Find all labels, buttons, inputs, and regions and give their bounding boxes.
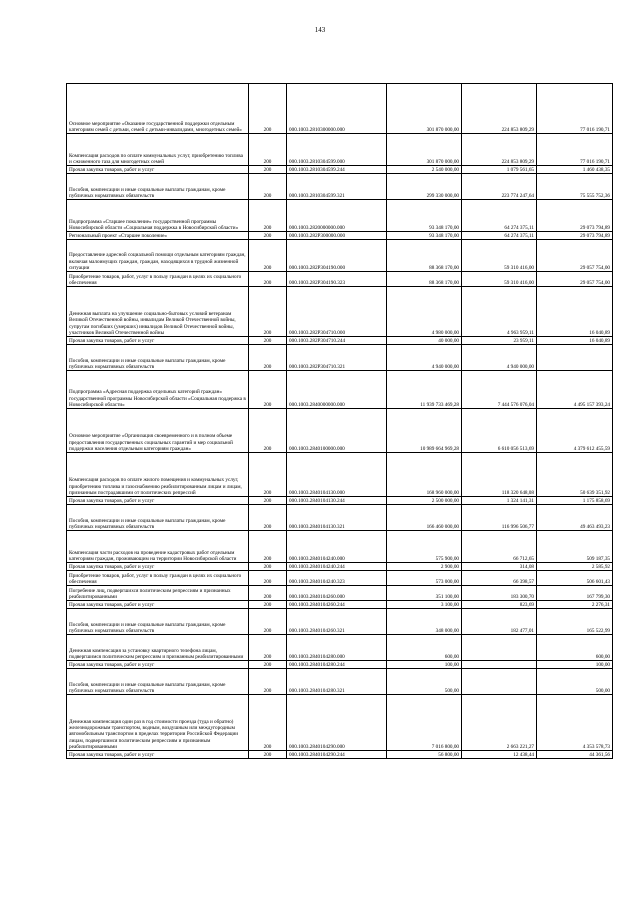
row-kbk-cell: 000.1003.2840104130.000 (287, 453, 387, 497)
row-code-cell: 200 (249, 337, 287, 345)
row-name-cell: Пособия, компенсации и иные социальные выплаты гражданам, кроме публичных нормативных обязательств (67, 174, 249, 200)
row-name-cell: Подпрограмма «Адресная поддержка отдельных категорий граждан» государственной программы Новосибирской области «Социальная поддержка в Новосибирской области» (67, 371, 249, 409)
row-kbk-cell: 000.1003.2840104130.321 (287, 505, 387, 531)
row-planned-cell: 2 900,00 (387, 563, 462, 571)
row-remaining-cell: 500,00 (537, 669, 613, 695)
row-executed-cell: 183 300,70 (462, 586, 537, 601)
table-row (67, 609, 613, 635)
row-executed-cell: 4 940 000,00 (462, 345, 537, 371)
row-executed-cell: 2 663 221,27 (462, 695, 537, 751)
row-remaining-cell: 75 555 752,36 (537, 174, 613, 200)
row-code-cell: 200 (249, 134, 287, 166)
row-kbk-cell: 000.1003.2840104260.000 (287, 586, 387, 601)
row-planned-cell: 40 000,00 (387, 337, 462, 345)
row-executed-cell: 7 444 576 076,04 (462, 371, 537, 409)
row-planned-cell: 2 500 000,00 (387, 497, 462, 505)
row-remaining-cell: 16 040,89 (537, 337, 613, 345)
row-code-cell: 200 (249, 586, 287, 601)
row-executed-cell: 64 274 375,11 (462, 232, 537, 240)
row-planned-cell: 299 330 000,00 (387, 174, 462, 200)
row-kbk-cell: 000.1003.2840104130.244 (287, 497, 387, 505)
row-kbk-cell: 000.1003.2810304599.000 (287, 134, 387, 166)
row-kbk-cell: 000.1003.2810304599.321 (287, 174, 387, 200)
row-executed-cell: 314,08 (462, 563, 537, 571)
row-name-cell: Погребение лиц, подвергшихся политическим репрессиям и признанных реабилитированными (67, 586, 249, 601)
row-executed-cell: 224 853 809,29 (462, 84, 537, 134)
row-remaining-cell: 50 639 351,92 (537, 453, 613, 497)
row-kbk-cell: 000.1003.2840000000.000 (287, 371, 387, 409)
row-planned-cell: 100,00 (387, 661, 462, 669)
row-name-cell: Прочая закупка товаров, работ и услуг (67, 337, 249, 345)
row-code-cell: 200 (249, 409, 287, 453)
row-remaining-cell (537, 345, 613, 371)
row-code-cell: 200 (249, 563, 287, 571)
row-executed-cell: 66 712,65 (462, 531, 537, 563)
row-executed-cell: 224 853 809,29 (462, 134, 537, 166)
row-code-cell: 200 (249, 661, 287, 669)
row-code-cell: 200 (249, 345, 287, 371)
row-code-cell: 200 (249, 751, 287, 759)
row-name-cell: Компенсация расходов по оплате жилого помещения и коммунальных услуг, приобретению топлива и газоснабжению реабилитированным лицам и лицам, признанным пострадавшими от политических репрессий (67, 453, 249, 497)
row-executed-cell: 12 438,44 (462, 751, 537, 759)
row-code-cell: 200 (249, 601, 287, 609)
table-row (67, 200, 613, 232)
row-code-cell: 200 (249, 240, 287, 272)
table-row (67, 497, 613, 505)
row-name-cell: Денежная компенсация один раз в год стоимости проезда (туда и обратно) железнодорожным транспортом, водным, воздушным или междугородным автомобильным транспортом в пределах территории Российской Федерации лицам, подвергшимся политическим репрессиям и признанным реабилитированными (67, 695, 249, 751)
table-row (67, 751, 613, 759)
row-remaining-cell: 100,00 (537, 661, 613, 669)
row-kbk-cell: 000.1003.2840104280.244 (287, 661, 387, 669)
row-planned-cell: 11 939 733 469,28 (387, 371, 462, 409)
row-planned-cell: 10 989 664 969,28 (387, 409, 462, 453)
row-planned-cell: 88 368 170,00 (387, 272, 462, 287)
row-code-cell: 200 (249, 669, 287, 695)
row-kbk-cell: 000.1003.2840104240.244 (287, 563, 387, 571)
table-row (67, 563, 613, 571)
table-row (67, 84, 613, 134)
row-planned-cell: 301 870 000,00 (387, 84, 462, 134)
row-name-cell: Приобретение товаров, работ, услуг в пользу граждан в целях их социального обеспечения (67, 272, 249, 287)
table-row (67, 240, 613, 272)
row-remaining-cell: 600,00 (537, 635, 613, 661)
row-name-cell: Прочая закупка товаров, работ и услуг (67, 563, 249, 571)
table-row (67, 371, 613, 409)
row-remaining-cell: 165 522,99 (537, 609, 613, 635)
row-executed-cell: 59 310 416,00 (462, 272, 537, 287)
row-name-cell: Приобретение товаров, работ, услуг в пользу граждан в целях их социального обеспечения (67, 571, 249, 586)
row-remaining-cell: 44 361,56 (537, 751, 613, 759)
row-remaining-cell: 1 175 858,69 (537, 497, 613, 505)
row-planned-cell: 301 870 000,00 (387, 134, 462, 166)
row-planned-cell: 7 016 800,00 (387, 695, 462, 751)
row-name-cell: Прочая закупка товаров, работ и услуг (67, 661, 249, 669)
table-row (67, 134, 613, 166)
row-planned-cell: 166 460 000,00 (387, 505, 462, 531)
row-code-cell: 200 (249, 453, 287, 497)
row-code-cell: 200 (249, 287, 287, 337)
row-name-cell: Компенсация расходов по оплате коммунальных услуг, приобретению топлива и сжиженного газа для многодетных семей (67, 134, 249, 166)
row-executed-cell (462, 661, 537, 669)
row-name-cell: Прочая закупка товаров, работ и услуг (67, 601, 249, 609)
table-row (67, 601, 613, 609)
row-planned-cell: 348 000,00 (387, 609, 462, 635)
row-kbk-cell: 000.1003.282P304190.323 (287, 272, 387, 287)
table-row (67, 505, 613, 531)
row-code-cell: 200 (249, 272, 287, 287)
table-row (67, 586, 613, 601)
budget-table-body (67, 84, 613, 759)
row-remaining-cell: 29 073 794,89 (537, 232, 613, 240)
row-planned-cell: 3 100,00 (387, 601, 462, 609)
row-remaining-cell: 1 460 438,35 (537, 166, 613, 174)
row-remaining-cell: 167 799,30 (537, 586, 613, 601)
row-remaining-cell: 506 601,43 (537, 571, 613, 586)
row-planned-cell: 88 368 170,00 (387, 240, 462, 272)
table-row (67, 669, 613, 695)
row-kbk-cell: 000.1003.2840104290.244 (287, 751, 387, 759)
row-executed-cell (462, 669, 537, 695)
row-planned-cell: 4 940 000,00 (387, 345, 462, 371)
row-planned-cell: 93 348 170,00 (387, 200, 462, 232)
row-code-cell: 200 (249, 497, 287, 505)
row-kbk-cell: 000.1003.2840104240.323 (287, 571, 387, 586)
row-planned-cell: 168 960 000,00 (387, 453, 462, 497)
row-kbk-cell: 000.1003.282P300000.000 (287, 232, 387, 240)
row-name-cell: Прочая закупка товаров, работ и услуг (67, 497, 249, 505)
table-row (67, 272, 613, 287)
table-row (67, 661, 613, 669)
row-remaining-cell: 77 016 190,71 (537, 84, 613, 134)
row-executed-cell: 1 079 561,65 (462, 166, 537, 174)
row-kbk-cell: 000.1003.2840104280.321 (287, 669, 387, 695)
row-remaining-cell: 2 276,31 (537, 601, 613, 609)
table-row (67, 232, 613, 240)
row-code-cell: 200 (249, 200, 287, 232)
row-name-cell: Подпрограмма «Старшее поколение» государственной программы Новосибирской области «Социальная поддержка в Новосибирской области» (67, 200, 249, 232)
row-executed-cell: 182 477,01 (462, 609, 537, 635)
row-planned-cell: 575 900,00 (387, 531, 462, 563)
table-row (67, 635, 613, 661)
row-name-cell: Прочая закупка товаров, работ и услуг (67, 166, 249, 174)
row-remaining-cell: 29 057 754,00 (537, 272, 613, 287)
row-executed-cell: 223 774 247,64 (462, 174, 537, 200)
row-kbk-cell: 000.1003.2840104260.244 (287, 601, 387, 609)
row-code-cell: 200 (249, 531, 287, 563)
row-kbk-cell: 000.1003.282P304710.000 (287, 287, 387, 337)
row-kbk-cell: 000.1003.282P304190.000 (287, 240, 387, 272)
row-kbk-cell: 000.1003.282P304710.321 (287, 345, 387, 371)
table-row (67, 531, 613, 563)
row-kbk-cell: 000.1003.2810300000.000 (287, 84, 387, 134)
page-number: 143 (314, 26, 326, 34)
row-kbk-cell: 000.1003.2840104290.000 (287, 695, 387, 751)
table-row (67, 345, 613, 371)
row-code-cell: 200 (249, 695, 287, 751)
row-planned-cell: 4 980 000,00 (387, 287, 462, 337)
row-remaining-cell: 2 585,92 (537, 563, 613, 571)
row-code-cell: 200 (249, 505, 287, 531)
row-kbk-cell: 000.1003.2840100000.000 (287, 409, 387, 453)
row-planned-cell: 500,00 (387, 669, 462, 695)
row-name-cell: Прочая закупка товаров, работ и услуг (67, 751, 249, 759)
row-planned-cell: 351 100,00 (387, 586, 462, 601)
row-executed-cell: 4 963 959,11 (462, 287, 537, 337)
row-kbk-cell: 000.1003.282P304710.244 (287, 337, 387, 345)
row-remaining-cell: 29 073 794,89 (537, 200, 613, 232)
table-row (67, 409, 613, 453)
table-row (67, 695, 613, 751)
row-executed-cell: 118 320 648,08 (462, 453, 537, 497)
row-remaining-cell: 4 495 157 393,24 (537, 371, 613, 409)
row-remaining-cell: 4 379 612 455,59 (537, 409, 613, 453)
row-name-cell: Пособия, компенсации и иные социальные выплаты гражданам, кроме публичных нормативных обязательств (67, 345, 249, 371)
row-executed-cell: 66 398,57 (462, 571, 537, 586)
row-executed-cell: 823,69 (462, 601, 537, 609)
row-kbk-cell: 000.1003.2820000000.000 (287, 200, 387, 232)
row-name-cell: Основное мероприятие «Оказание государственной поддержки отдельным категориям семей с детьми, семей с детьми-инвалидами, многодетных семей» (67, 84, 249, 134)
row-executed-cell: 64 274 375,11 (462, 200, 537, 232)
row-kbk-cell: 000.1003.2840104280.000 (287, 635, 387, 661)
row-remaining-cell: 4 353 578,73 (537, 695, 613, 751)
row-kbk-cell: 000.1003.2840104240.000 (287, 531, 387, 563)
row-code-cell: 200 (249, 609, 287, 635)
row-remaining-cell: 77 016 190,71 (537, 134, 613, 166)
row-name-cell: Денежная выплата на улучшение социально-бытовых условий ветеранам Великой Отечественной войны, инвалидам Великой Отечественной войны, супругам погибших (умерших) инвалидов Великой Отечественной войны, участников Великой Отечественной войны (67, 287, 249, 337)
row-name-cell: Основное мероприятие «Организация своевременного и в полном объеме предоставления государственных социальных гарантий и мер социальной поддержки населения отдельным категориям граждан» (67, 409, 249, 453)
row-name-cell: Денежная компенсация за установку квартирного телефона лицам, подвергшимся политическим репрессиям и признанным реабилитированными (67, 635, 249, 661)
table-row (67, 287, 613, 337)
row-remaining-cell: 29 057 754,00 (537, 240, 613, 272)
row-planned-cell: 600,00 (387, 635, 462, 661)
row-remaining-cell: 49 463 493,23 (537, 505, 613, 531)
table-row (67, 453, 613, 497)
row-code-cell: 200 (249, 84, 287, 134)
table-row (67, 571, 613, 586)
row-executed-cell: 23 959,11 (462, 337, 537, 345)
row-planned-cell: 2 540 000,00 (387, 166, 462, 174)
table-row (67, 174, 613, 200)
row-executed-cell: 6 610 056 513,69 (462, 409, 537, 453)
row-planned-cell: 56 800,00 (387, 751, 462, 759)
table-row (67, 337, 613, 345)
row-code-cell: 200 (249, 174, 287, 200)
row-executed-cell (462, 635, 537, 661)
row-remaining-cell: 509 187,35 (537, 531, 613, 563)
budget-table (66, 83, 613, 759)
row-name-cell: Предоставление адресной социальной помощи отдельным категориям граждан, включая малоимущих граждан, граждан, находящихся в трудной жизненной ситуации (67, 240, 249, 272)
row-name-cell: Пособия, компенсации и иные социальные выплаты гражданам, кроме публичных нормативных обязательств (67, 505, 249, 531)
row-code-cell: 200 (249, 635, 287, 661)
row-executed-cell: 116 996 506,77 (462, 505, 537, 531)
row-code-cell: 200 (249, 371, 287, 409)
row-planned-cell: 573 000,00 (387, 571, 462, 586)
row-code-cell: 200 (249, 166, 287, 174)
row-executed-cell: 59 310 416,00 (462, 240, 537, 272)
row-name-cell: Компенсация части расходов на проведение кадастровых работ отдельным категориям граждан, проживающим на территории Новосибирской области (67, 531, 249, 563)
row-kbk-cell: 000.1003.2840104260.321 (287, 609, 387, 635)
row-kbk-cell: 000.1003.2810304599.244 (287, 166, 387, 174)
row-name-cell: Региональный проект «Старшее поколение» (67, 232, 249, 240)
row-name-cell: Пособия, компенсации и иные социальные выплаты гражданам, кроме публичных нормативных обязательств (67, 669, 249, 695)
row-code-cell: 200 (249, 232, 287, 240)
row-name-cell: Пособия, компенсации и иные социальные выплаты гражданам, кроме публичных нормативных обязательств (67, 609, 249, 635)
row-executed-cell: 1 324 141,31 (462, 497, 537, 505)
row-planned-cell: 93 348 170,00 (387, 232, 462, 240)
row-remaining-cell: 16 040,89 (537, 287, 613, 337)
table-row (67, 166, 613, 174)
row-code-cell: 200 (249, 571, 287, 586)
